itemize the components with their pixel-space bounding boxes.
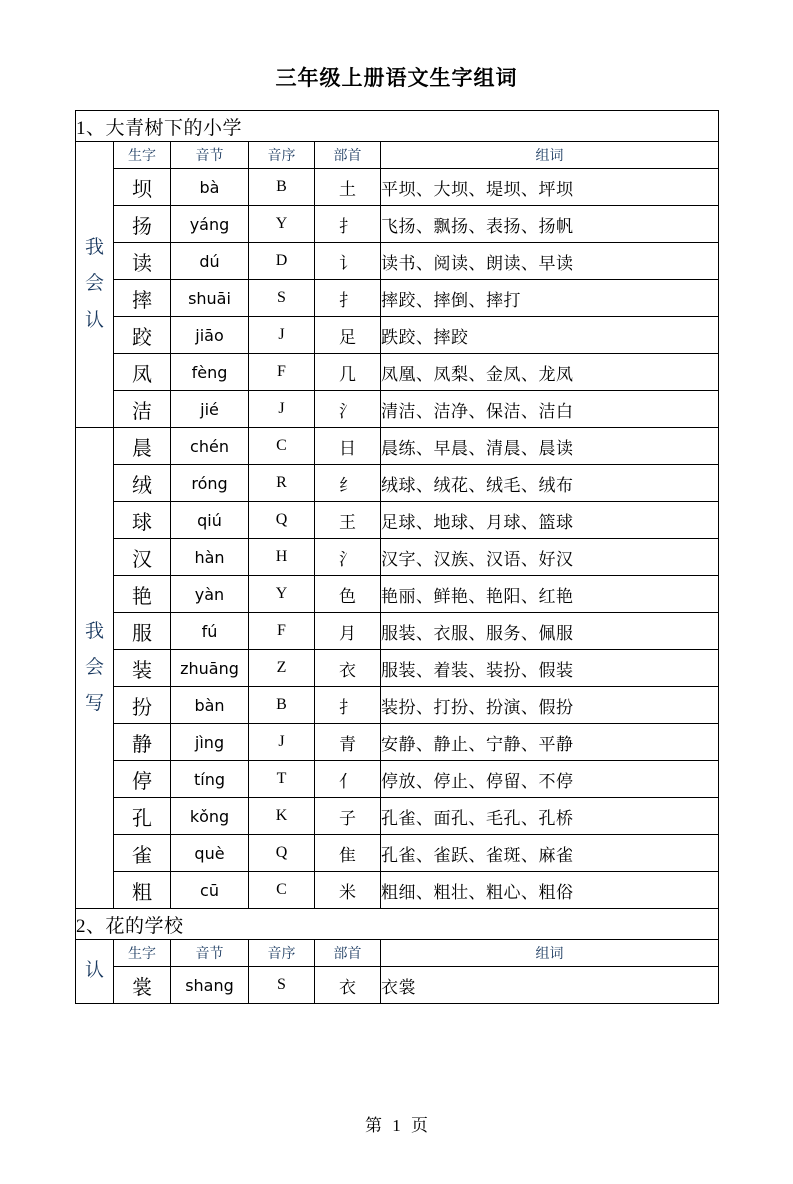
column-header: 部首: [315, 940, 381, 967]
table-row: [76, 576, 719, 613]
cell-character: 服: [114, 613, 171, 650]
cell-initial: H: [249, 539, 315, 576]
table-row: [76, 280, 719, 317]
cell-initial: B: [249, 687, 315, 724]
cell-initial: J: [249, 391, 315, 428]
cell-character: 静: [114, 724, 171, 761]
cell-initial: K: [249, 798, 315, 835]
cell-initial: Z: [249, 650, 315, 687]
table-row: [76, 428, 719, 465]
cell-radical: 王: [315, 502, 381, 539]
cell-character: 绒: [114, 465, 171, 502]
table-row: [76, 835, 719, 872]
cell-initial: J: [249, 317, 315, 354]
cell-pinyin: dú: [171, 243, 249, 280]
group-label-char: 会: [84, 273, 104, 295]
page-title: 三年级上册语文生字组词: [275, 66, 518, 90]
cell-words: 衣裳: [381, 967, 719, 1004]
table-row: [76, 502, 719, 539]
cell-pinyin: jiāo: [171, 317, 249, 354]
cell-words: 绒球、绒花、绒毛、绒布: [381, 465, 719, 502]
group-label-char: 写: [84, 693, 104, 715]
group-label-char: 我: [84, 620, 104, 642]
cell-pinyin: shuāi: [171, 280, 249, 317]
cell-initial: Q: [249, 835, 315, 872]
group-label-char: 认: [84, 960, 104, 982]
cell-radical: 扌: [315, 280, 381, 317]
table-row: [76, 872, 719, 909]
cell-pinyin: bà: [171, 169, 249, 206]
cell-pinyin: zhuāng: [171, 650, 249, 687]
group-label-char: 我: [84, 237, 104, 259]
cell-pinyin: què: [171, 835, 249, 872]
column-header: 音节: [171, 940, 249, 967]
column-header: 组词: [381, 940, 719, 967]
cell-radical: 亻: [315, 761, 381, 798]
cell-character: 孔: [114, 798, 171, 835]
cell-words: 服装、着装、装扮、假装: [381, 650, 719, 687]
cell-pinyin: yàn: [171, 576, 249, 613]
cell-character: 停: [114, 761, 171, 798]
column-header: 生字: [114, 142, 171, 169]
cell-initial: D: [249, 243, 315, 280]
cell-radical: 月: [315, 613, 381, 650]
section-heading-row: [76, 909, 719, 940]
column-header: 生字: [114, 940, 171, 967]
cell-pinyin: kǒng: [171, 798, 249, 835]
cell-initial: B: [249, 169, 315, 206]
cell-words: 晨练、早晨、清晨、晨读: [381, 428, 719, 465]
cell-words: 装扮、打扮、扮演、假扮: [381, 687, 719, 724]
document-page: [0, 62, 793, 1184]
cell-radical: 衣: [315, 967, 381, 1004]
section-heading-row: [76, 111, 719, 142]
table-row: [76, 761, 719, 798]
cell-words: 汉字、汉族、汉语、好汉: [381, 539, 719, 576]
table-row: [76, 724, 719, 761]
cell-character: 雀: [114, 835, 171, 872]
cell-initial: J: [249, 724, 315, 761]
cell-words: 安静、静止、宁静、平静: [381, 724, 719, 761]
cell-initial: S: [249, 280, 315, 317]
table-row: [76, 243, 719, 280]
cell-character: 装: [114, 650, 171, 687]
cell-words: 服装、衣服、服务、佩服: [381, 613, 719, 650]
cell-pinyin: shang: [171, 967, 249, 1004]
cell-character: 艳: [114, 576, 171, 613]
cell-words: 飞扬、飘扬、表扬、扬帆: [381, 206, 719, 243]
cell-radical: 青: [315, 724, 381, 761]
cell-radical: 米: [315, 872, 381, 909]
table-row: [76, 354, 719, 391]
section-heading: 1、大青树下的小学: [76, 111, 719, 142]
cell-pinyin: hàn: [171, 539, 249, 576]
column-header: 音序: [249, 940, 315, 967]
cell-character: 洁: [114, 391, 171, 428]
cell-initial: Y: [249, 206, 315, 243]
cell-initial: S: [249, 967, 315, 1004]
cell-character: 坝: [114, 169, 171, 206]
cell-words: 艳丽、鲜艳、艳阳、红艳: [381, 576, 719, 613]
cell-character: 摔: [114, 280, 171, 317]
column-header: 组词: [381, 142, 719, 169]
cell-radical: 讠: [315, 243, 381, 280]
table-row: [76, 539, 719, 576]
cell-words: 孔雀、雀跃、雀斑、麻雀: [381, 835, 719, 872]
table-row: [76, 687, 719, 724]
cell-words: 粗细、粗壮、粗心、粗俗: [381, 872, 719, 909]
cell-radical: 扌: [315, 687, 381, 724]
column-header: 音节: [171, 142, 249, 169]
cell-pinyin: cū: [171, 872, 249, 909]
cell-pinyin: qiú: [171, 502, 249, 539]
cell-character: 凤: [114, 354, 171, 391]
cell-initial: C: [249, 428, 315, 465]
cell-character: 扬: [114, 206, 171, 243]
cell-radical: 日: [315, 428, 381, 465]
cell-initial: Q: [249, 502, 315, 539]
cell-initial: T: [249, 761, 315, 798]
cell-radical: 足: [315, 317, 381, 354]
cell-radical: 隹: [315, 835, 381, 872]
cell-radical: 几: [315, 354, 381, 391]
cell-radical: 衣: [315, 650, 381, 687]
cell-pinyin: fú: [171, 613, 249, 650]
cell-words: 凤凰、凤梨、金凤、龙凤: [381, 354, 719, 391]
cell-words: 清洁、洁净、保洁、洁白: [381, 391, 719, 428]
column-header: 音序: [249, 142, 315, 169]
cell-character: 汉: [114, 539, 171, 576]
cell-radical: 纟: [315, 465, 381, 502]
content-tables: [75, 110, 718, 1004]
table-row: [76, 967, 719, 1004]
cell-words: 停放、停止、停留、不停: [381, 761, 719, 798]
cell-radical: 子: [315, 798, 381, 835]
cell-initial: F: [249, 613, 315, 650]
cell-initial: C: [249, 872, 315, 909]
group-label-char: 会: [84, 656, 104, 678]
cell-initial: R: [249, 465, 315, 502]
footer-page-number: 1: [392, 1116, 401, 1135]
cell-words: 跌跤、摔跤: [381, 317, 719, 354]
cell-pinyin: yáng: [171, 206, 249, 243]
group-label: [76, 940, 114, 1004]
table-row: [76, 317, 719, 354]
cell-words: 足球、地球、月球、篮球: [381, 502, 719, 539]
group-label: [76, 142, 114, 428]
column-header-row: [76, 142, 719, 169]
table-row: [76, 650, 719, 687]
cell-initial: Y: [249, 576, 315, 613]
cell-initial: F: [249, 354, 315, 391]
column-header-row: [76, 940, 719, 967]
group-label-char: 认: [84, 309, 104, 331]
cell-radical: 土: [315, 169, 381, 206]
cell-words: 摔跤、摔倒、摔打: [381, 280, 719, 317]
cell-radical: 扌: [315, 206, 381, 243]
cell-words: 平坝、大坝、堤坝、坪坝: [381, 169, 719, 206]
cell-words: 读书、阅读、朗读、早读: [381, 243, 719, 280]
table-row: [76, 206, 719, 243]
cell-pinyin: jié: [171, 391, 249, 428]
section-heading: 2、花的学校: [76, 909, 719, 940]
cell-pinyin: bàn: [171, 687, 249, 724]
cell-character: 球: [114, 502, 171, 539]
vocabulary-table: [75, 110, 719, 1004]
page-footer: [0, 1111, 793, 1136]
cell-radical: 氵: [315, 391, 381, 428]
table-body: [76, 111, 719, 1004]
group-label: [76, 428, 114, 909]
cell-pinyin: tíng: [171, 761, 249, 798]
cell-pinyin: róng: [171, 465, 249, 502]
table-row: [76, 465, 719, 502]
table-row: [76, 391, 719, 428]
cell-character: 读: [114, 243, 171, 280]
column-header: 部首: [315, 142, 381, 169]
cell-character: 晨: [114, 428, 171, 465]
cell-character: 扮: [114, 687, 171, 724]
cell-character: 跤: [114, 317, 171, 354]
cell-pinyin: jìng: [171, 724, 249, 761]
table-row: [76, 169, 719, 206]
cell-character: 裳: [114, 967, 171, 1004]
table-row: [76, 613, 719, 650]
cell-pinyin: chén: [171, 428, 249, 465]
cell-pinyin: fèng: [171, 354, 249, 391]
cell-character: 粗: [114, 872, 171, 909]
table-row: [76, 798, 719, 835]
cell-radical: 色: [315, 576, 381, 613]
footer-suffix: 页: [411, 1116, 428, 1135]
footer-prefix: 第: [365, 1116, 382, 1135]
cell-words: 孔雀、面孔、毛孔、孔桥: [381, 798, 719, 835]
cell-radical: 氵: [315, 539, 381, 576]
